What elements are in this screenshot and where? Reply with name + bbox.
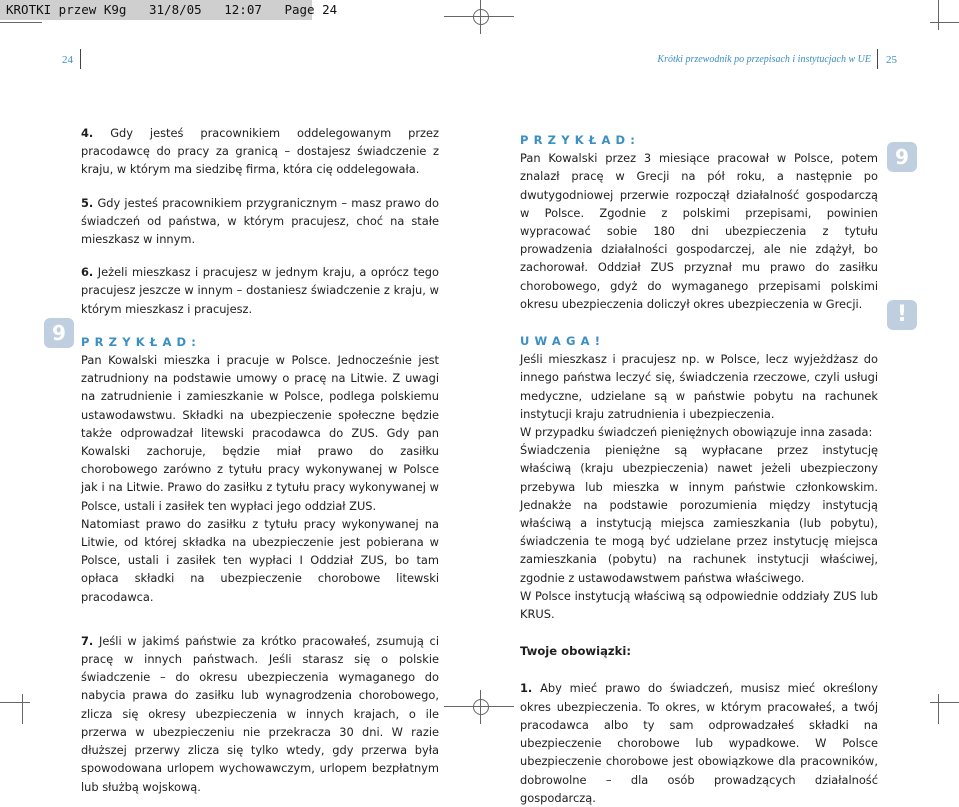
- item-number: 1.: [520, 681, 533, 696]
- example-heading: PRZYKŁAD:: [520, 133, 641, 147]
- item-text: Aby mieć prawo do świadczeń, musisz mieć określony okres ubezpieczenia. To okres, w którym pracowałeś, a twój pracodawca albo ty sam odprowadzałeś składki na ubezpieczenie chorobowe lub wypadkowe. W Polsce ubezpieczenie chorobowe jest obowiązkowe dla pracowników, dobrowolne – dla osób prowadzących działalność gospodarczą.: [520, 681, 878, 805]
- left-column: [81, 124, 439, 796]
- right-column: [520, 131, 878, 807]
- item-4: [81, 124, 439, 179]
- item-text: Gdy jesteś pracownikiem oddelegowanym przez pracodawcę do pracy za granicą – dostajesz świadczenie z kraju, w którym ma siedzibę firma, która cię oddelegowała.: [81, 126, 439, 177]
- example-paragraph-2: Natomiast prawo do zasiłku z tytułu pracy wykonywanej na Litwie, od której składka na ubezpieczenie jest pobierana w Polsce, ustali i zasiłek ten wypłaci I Oddział ZUS, bo tam opłaca składki na ubezpieczenie chorobowe litewski pracodawca.: [81, 516, 439, 604]
- item-number: 4.: [81, 126, 94, 140]
- item-text: Jeśli w jakimś państwie za krótko pracowałeś, zsumują ci pracę w innych państwach. Jeśli starasz się o polskie świadczenie – do okresu ubezpieczenia wymaganego do nabycia prawa do zasiłku lub wynagrodzenia chorobowego, zlicza się okresy ubezpieczenia w innych krajach, o ile przerwa w ubezpieczeniu nie przekracza 30 dni. W razie dłuższej przerwy zlicza się tylko wtedy, gdy przerwa była spowodowana urlopem wychowawczym, urlopem bezpłatnym lub służbą wojskową.: [81, 633, 439, 794]
- example-icon-glyph: 9: [52, 321, 66, 345]
- example-icon: [44, 318, 74, 348]
- example-icon: [887, 142, 917, 172]
- item-number: 6.: [81, 265, 94, 280]
- warning-paragraph-4: W Polsce instytucją właściwą są odpowiednie oddziały ZUS lub KRUS.: [520, 588, 878, 622]
- crop-mark-top-left: [0, 0, 60, 30]
- duties-heading: Twoje obowiązki:: [520, 644, 631, 659]
- example-paragraph: Pan Kowalski mieszka i pracuje w Polsce. Jednocześnie jest zatrudniony na podstawie umowy o pracę na Litwie. Z uwagi na zatrudnienie i zamieszkanie w Polsce, podlega polskiemu ustawodawstwu. Składki na ubezpieczenie społeczne będzie także odprowadzał litewski pracodawca do ZUS. Gdy pan Kowalski zachoruje, będzie miał prawo do zasiłku chorobowego zarówno z tytułu pracy wykonywanej w Polsce jak i na Litwie. Prawo do zasiłku z tytułu pracy wykonywanej w Polsce, ustali i zasiłek ten wypłaci jego oddział ZUS.: [81, 353, 439, 513]
- example-paragraph: Pan Kowalski przez 3 miesiące pracował w Polsce, potem znalazł pracę w Grecji na pół roku, a następnie po dwutygodniowej przerwie rozpoczął działalność gospodarczą w Polsce. Zgodnie z polskimi przepisami, powinien wypracować sobie 180 dni ubezpieczenia z tytułu prowadzenia działalności gospodarczej, ale nie zdążył, bo zachorował. Oddział ZUS przyznał mu prawo do zasiłku chorobowego, gdyż do wymaganego przepisami polskimi okresu ubezpieczenia doliczył okres ubezpieczenia w Grecji.: [520, 151, 878, 311]
- item-6: [81, 263, 439, 318]
- crop-mark-bottom-left: [0, 688, 40, 724]
- item-7: [81, 632, 439, 796]
- registration-mark-top-center: [472, 0, 492, 34]
- example-heading: PRZYKŁAD:: [81, 334, 202, 349]
- item-number: 5.: [81, 195, 94, 210]
- item-number: 7.: [81, 633, 94, 648]
- crop-mark-bottom-right: [930, 688, 959, 724]
- warning-paragraph-2: W przypadku świadczeń pieniężnych obowiązuje inna zasada:: [520, 425, 873, 440]
- right-page-number: 25: [886, 54, 897, 66]
- example-icon-glyph: 9: [895, 145, 909, 169]
- warning-paragraph-3: Świadczenia pieniężne są wypłacane przez instytucję właściwą (kraju ubezpieczenia) nawet jeżeli ubezpieczony przebywa lub mieszka w innym państwie członkowskim. Jednakże na podstawie porozumienia między instytucją właściwą a instytucją miejsca zamieszkania (lub pobytu), świadczenia te mogą być udzielane przez instytucję miejsca zamieszkania (pobytu) na rachunek instytucji właściwej, zgodnie z ustawodawstwem państwa właściwego.: [520, 443, 878, 585]
- registration-mark-bottom-center: [472, 690, 492, 724]
- item-text: Jeżeli mieszkasz i pracujesz w jednym kraju, a oprócz tego pracujesz jeszcze w innym – dostaniesz świadczenie z kraju, w którym mieszkasz i pracujesz.: [81, 265, 439, 316]
- left-page-number: 24: [62, 54, 73, 66]
- warning-paragraph-1: Jeśli mieszkasz i pracujesz np. w Polsce, lecz wyjeżdżasz do innego państwa leczyć się, świadczenia rzeczowe, czyli usługi medyczne, udzielane są w państwie pobytu na rachunek instytucji kraju zatrudnienia i ubezpieczenia.: [520, 352, 878, 421]
- warning-icon-glyph: !: [896, 302, 908, 327]
- print-slug: KROTKI przew K9g 31/8/05 12:07 Page 24: [0, 0, 312, 20]
- item-text: Gdy jesteś pracownikiem przygranicznym – masz prawo do świadczeń od państwa, w którym pracujesz, choć na stałe mieszkasz w innym.: [81, 195, 439, 247]
- warning-icon: [887, 300, 917, 330]
- item-5: [81, 194, 439, 249]
- duty-1: [520, 679, 878, 806]
- warning-heading: UWAGA!: [520, 334, 606, 349]
- crop-mark-top-right: [930, 0, 959, 30]
- right-header-divider: [877, 49, 878, 69]
- left-header-divider: [80, 49, 81, 69]
- running-title: Krótki przewodnik po przepisach i instytucjach w UE: [657, 54, 871, 65]
